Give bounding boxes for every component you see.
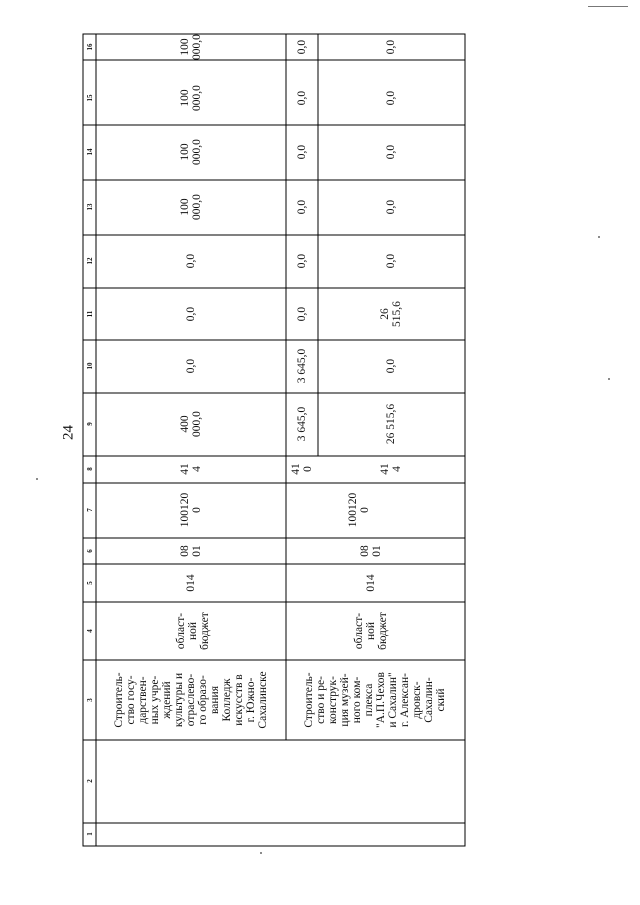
row2a-val-16: 0,0 (296, 39, 308, 55)
row1-budget: област- ной бюджет (175, 612, 211, 650)
page-number: 24 (60, 425, 77, 440)
row1-val-13: 100 000,0 (179, 194, 203, 220)
row2a-val-10: 3 645,0 (296, 348, 308, 384)
row1-name: Строитель- ство госу- дарствен- ных учре- ждений культуры и отраслево- го образо- вания Колледж искусств в г. Южно- Сахалинске (113, 671, 269, 729)
row1-grbs: 014 (185, 574, 197, 592)
header-col-6: 6 (86, 549, 94, 553)
row2b-val-10: 0,0 (385, 358, 397, 374)
row2-csr: 100120 0 (347, 492, 371, 528)
row2-budget: област- ной бюджет (353, 612, 389, 650)
row1-val-16: 100 000,0 (179, 34, 203, 60)
row2b-vr: 41 4 (379, 463, 403, 475)
row1-val-9: 400 000,0 (179, 411, 203, 437)
header-col-8: 8 (86, 467, 94, 471)
row2b-val-15: 0,0 (385, 90, 397, 106)
row2a-val-12: 0,0 (296, 253, 308, 269)
scan-speck (608, 378, 610, 380)
header-col-9: 9 (86, 422, 94, 426)
row2-grbs: 014 (365, 574, 377, 592)
scan-speck (36, 478, 38, 480)
row2-name: Строитель- ство и ре- конструк- ция музей- ного ком- плекса "А.П.Чехов и Сахалин" г. Алексан- дровск- Сахалин- ский (303, 672, 447, 728)
header-col-13: 13 (86, 203, 94, 211)
header-col-12: 12 (86, 257, 94, 265)
row1-val-11: 0,0 (185, 306, 197, 322)
header-col-2: 2 (86, 779, 94, 783)
row2b-val-11: 26 515,6 (379, 301, 403, 327)
header-col-11: 11 (86, 310, 94, 318)
row2-rzpr: 08 01 (359, 545, 383, 557)
header-col-5: 5 (86, 581, 94, 585)
scan-speck (598, 236, 600, 238)
header-col-10: 10 (86, 362, 94, 370)
row2a-val-9: 3 645,0 (296, 406, 308, 442)
row2a-val-13: 0,0 (296, 199, 308, 215)
row2a-val-11: 0,0 (296, 306, 308, 322)
row2b-val-12: 0,0 (385, 253, 397, 269)
row2a-val-14: 0,0 (296, 144, 308, 160)
row2b-val-16: 0,0 (385, 39, 397, 55)
row2b-val-14: 0,0 (385, 144, 397, 160)
row2a-val-15: 0,0 (296, 90, 308, 106)
row1-csr: 100120 0 (179, 492, 203, 528)
header-col-1: 1 (86, 832, 94, 836)
scan-speck (260, 852, 262, 854)
row2b-val-9: 26 515,6 (385, 403, 397, 445)
row1-val-15: 100 000,0 (179, 85, 203, 111)
row2b-val-13: 0,0 (385, 199, 397, 215)
row1-rzpr: 08 01 (179, 545, 203, 557)
header-col-15: 15 (86, 94, 94, 102)
header-col-3: 3 (86, 698, 94, 702)
header-col-16: 16 (86, 43, 94, 51)
header-col-4: 4 (86, 629, 94, 633)
row1-val-12: 0,0 (185, 253, 197, 269)
header-col-14: 14 (86, 148, 94, 156)
row1-val-14: 100 000,0 (179, 139, 203, 165)
row1-vr: 41 4 (179, 463, 203, 475)
row2a-vr: 41 0 (290, 463, 314, 475)
header-col-7: 7 (86, 508, 94, 512)
row1-val-10: 0,0 (185, 358, 197, 374)
